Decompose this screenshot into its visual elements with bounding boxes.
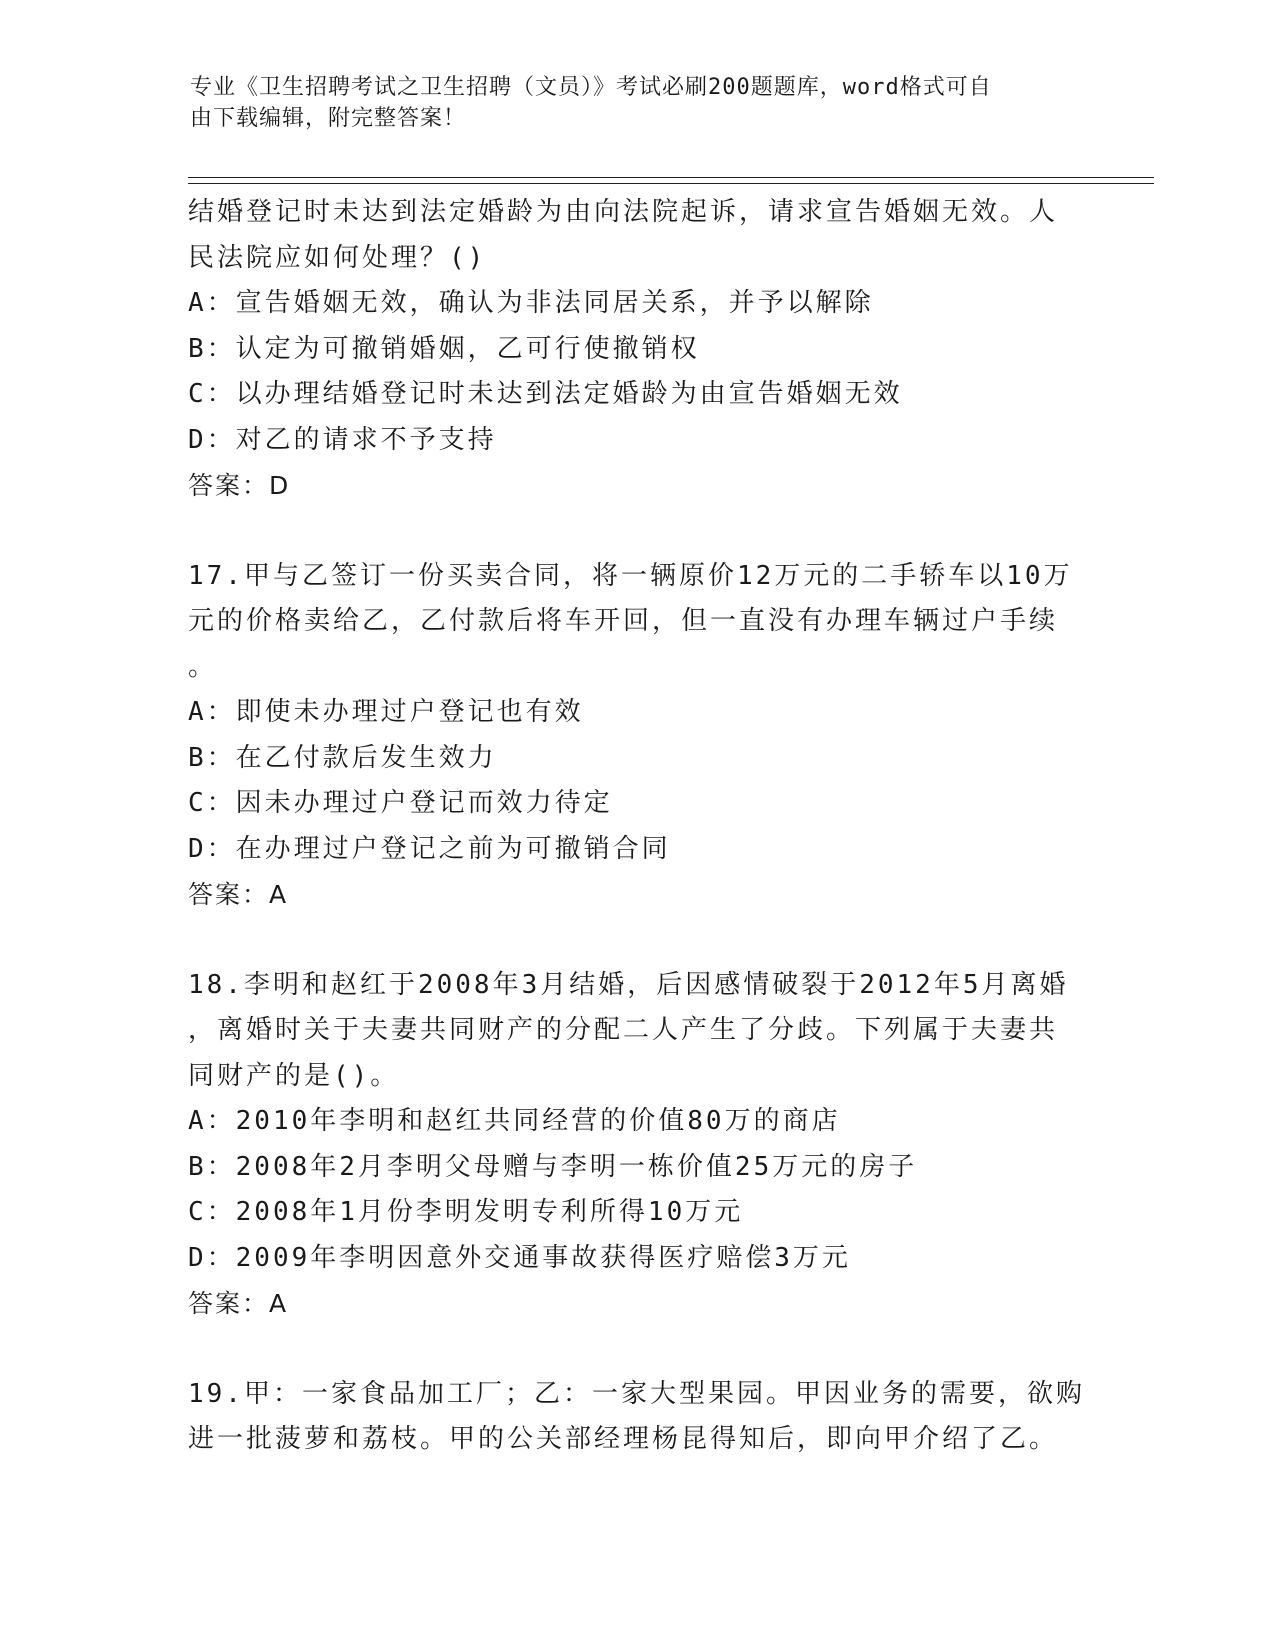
option-d: D：在办理过户登记之前为可撤销合同 bbox=[188, 833, 671, 864]
question-spacer bbox=[188, 1327, 1088, 1372]
question-spacer bbox=[188, 918, 1088, 963]
option-b: B：2008年2月李明父母赠与李明一栋价值25万元的房子 bbox=[188, 1151, 918, 1182]
option-a: A：即使未办理过户登记也有效 bbox=[188, 697, 584, 727]
option-a: A：2010年李明和赵红共同经营的价值80万的商店 bbox=[188, 1106, 841, 1136]
option-a: A：宣告婚姻无效，确认为非法同居关系，并予以解除 bbox=[188, 288, 874, 318]
question-stem-line: 民法院应如何处理？() bbox=[188, 242, 487, 273]
header-line-1: 专业《卫生招聘考试之卫生招聘（文员）》考试必刷200题题库，word格式可自 bbox=[190, 75, 992, 100]
option-d: D：对乙的请求不予支持 bbox=[188, 424, 497, 455]
option-b: B：在乙付款后发生效力 bbox=[188, 742, 497, 773]
question-18 bbox=[188, 963, 1088, 1327]
question-stem-line: 同财产的是()。 bbox=[188, 1060, 400, 1091]
question-stem-line: 17.甲与乙签订一份买卖合同，将一辆原价12万元的二手轿车以10万 bbox=[188, 560, 1073, 591]
answer-line: 答案：A bbox=[188, 880, 289, 909]
option-b: B：认定为可撤销婚姻，乙可行使撤销权 bbox=[188, 333, 700, 364]
header-line-2: 由下载编辑，附完整答案！ bbox=[190, 106, 467, 131]
answer-line: 答案：A bbox=[188, 1289, 289, 1318]
question-stem-line: 。 bbox=[188, 651, 218, 682]
document-header bbox=[190, 72, 1090, 134]
question-19 bbox=[188, 1372, 1088, 1463]
answer-line: 答案：D bbox=[188, 471, 291, 500]
option-d: D：2009年李明因意外交通事故获得医疗赔偿3万元 bbox=[188, 1242, 851, 1273]
question-stem-line: ，离婚时关于夫妻共同财产的分配二人产生了分歧。下列属于夫妻共 bbox=[188, 1015, 1059, 1045]
question-stem-line: 19.甲：一家食品加工厂；乙：一家大型果园。甲因业务的需要，欲购 bbox=[188, 1378, 1085, 1409]
question-16 bbox=[188, 190, 1088, 509]
header-divider-bottom bbox=[188, 183, 1154, 184]
question-17 bbox=[188, 554, 1088, 918]
question-stem-line: 进一批菠萝和荔枝。甲的公关部经理杨昆得知后，即向甲介绍了乙。 bbox=[188, 1424, 1059, 1454]
option-c: C：因未办理过户登记而效力待定 bbox=[188, 788, 613, 818]
option-c: C：以办理结婚登记时未达到法定婚龄为由宣告婚姻无效 bbox=[188, 379, 903, 409]
question-stem-line: 18.李明和赵红于2008年3月结婚，后因感情破裂于2012年5月离婚 bbox=[188, 969, 1069, 1000]
question-stem-line: 元的价格卖给乙，乙付款后将车开回，但一直没有办理车辆过户手续 bbox=[188, 606, 1059, 636]
question-spacer bbox=[188, 509, 1088, 554]
option-c: C：2008年1月份李明发明专利所得10万元 bbox=[188, 1197, 744, 1227]
question-stem-line: 结婚登记时未达到法定婚龄为由向法院起诉，请求宣告婚姻无效。人 bbox=[188, 197, 1059, 227]
header-divider-top bbox=[188, 177, 1154, 178]
question-list bbox=[188, 190, 1088, 1463]
